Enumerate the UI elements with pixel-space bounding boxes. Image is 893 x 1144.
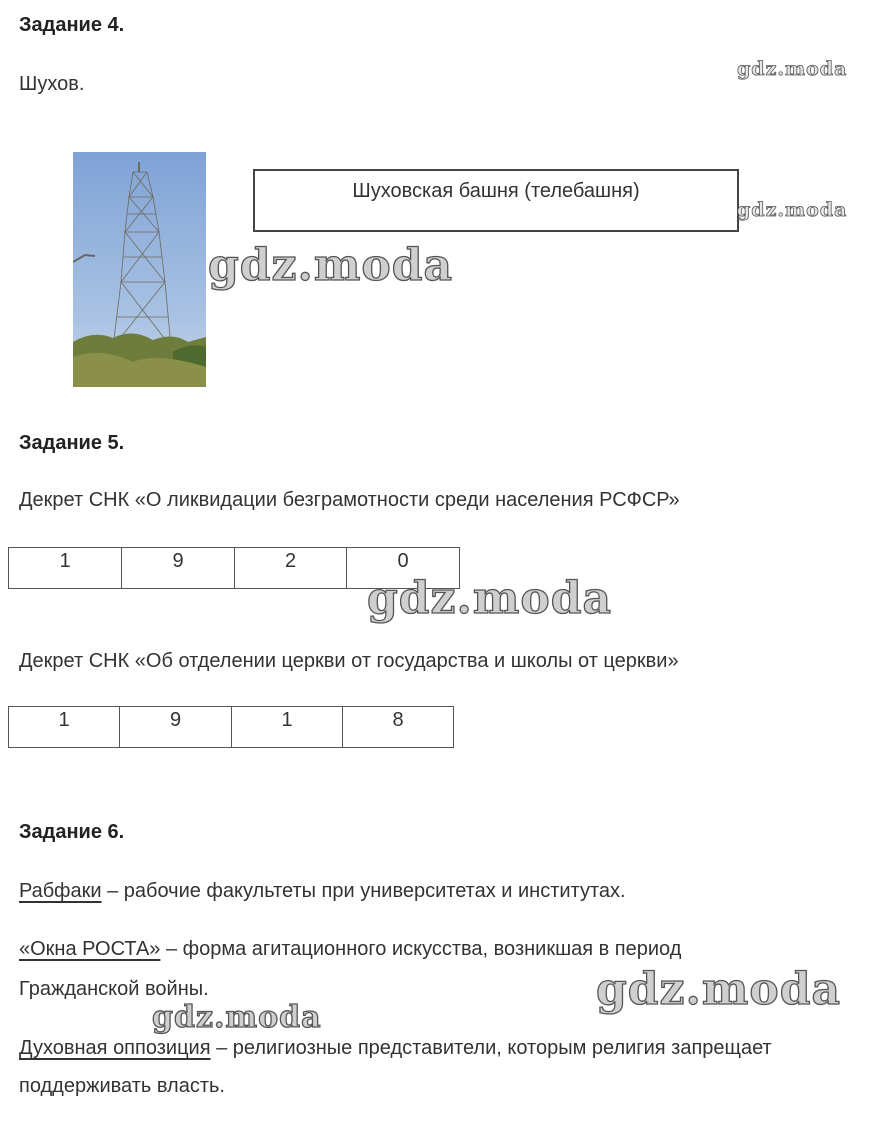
definition-text: – форма агитационного искусства, возникшая в период: [160, 938, 682, 960]
task5-heading: Задание 5.: [19, 432, 125, 454]
watermark: gdz.moda: [737, 58, 848, 80]
task6-heading: Задание 6.: [19, 821, 125, 843]
watermark: gdz.moda: [737, 199, 848, 221]
digit-cell: 9: [122, 548, 235, 589]
term-dukhovnaya-oppozitsiya: Духовная оппозиция: [19, 1037, 211, 1059]
definition-text: – рабочие факультеты при университетах и институтах.: [101, 880, 626, 902]
answer-box-text: Шуховская башня (телебашня): [352, 180, 640, 202]
year-table-2: [8, 706, 454, 748]
watermark: gdz.moda: [152, 1000, 322, 1035]
watermark: gdz.moda: [367, 573, 613, 624]
digit-cell: 2: [235, 548, 347, 589]
digit-cell: 9: [120, 707, 232, 748]
watermark: gdz.moda: [596, 964, 842, 1015]
digit-cell: 1: [232, 707, 343, 748]
shukhov-tower-photo: [73, 152, 206, 387]
definition-continuation: поддерживать власть.: [19, 1075, 225, 1097]
definition-dukhovnaya-oppozitsiya: [19, 1037, 772, 1060]
definition-okna-rosta: [19, 938, 681, 961]
watermark: gdz.moda: [208, 240, 454, 291]
tower-image: [73, 152, 206, 387]
digit-cell: 1: [9, 707, 120, 748]
task4-heading: Задание 4.: [19, 14, 125, 36]
digit-cell: 0: [347, 548, 460, 589]
digit-cell: 1: [9, 548, 122, 589]
definition-text: – религиозные представители, которым религия запрещает: [210, 1037, 772, 1059]
decree1-text: Декрет СНК «О ликвидации безграмотности среди населения РСФСР»: [19, 489, 680, 511]
definition-continuation: Гражданской войны.: [19, 978, 209, 1000]
task4-answer: Шухов.: [19, 73, 85, 95]
term-rabfaki: Рабфаки: [19, 880, 102, 902]
answer-box: [253, 169, 739, 232]
term-okna-rosta: «Окна РОСТА»: [19, 938, 161, 960]
definition-rabfaki: [19, 880, 626, 903]
digit-cell: 8: [343, 707, 454, 748]
decree2-text: Декрет СНК «Об отделении церкви от государства и школы от церкви»: [19, 650, 679, 672]
